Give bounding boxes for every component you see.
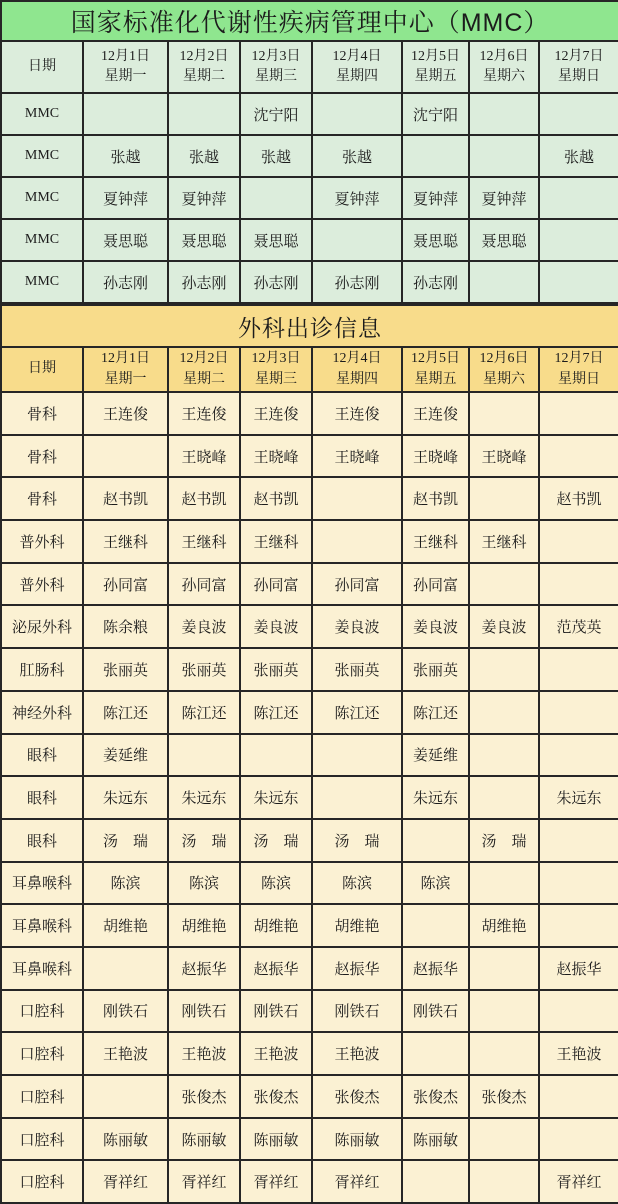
doctor-cell: 陈丽敏 — [402, 1118, 469, 1161]
weekday-text: 星期五 — [414, 371, 457, 387]
department-cell: 骨科 — [1, 435, 83, 478]
doctor-cell: 姜良波 — [469, 605, 539, 648]
department-cell: 耳鼻喉科 — [1, 947, 83, 990]
doctor-cell — [312, 776, 402, 819]
doctor-cell — [539, 648, 618, 691]
schedule-row — [1, 1075, 618, 1118]
mmc-title-row — [1, 1, 618, 41]
weekday-text: 星期四 — [336, 69, 378, 84]
doctor-cell: 王继科 — [168, 520, 240, 563]
doctor-cell — [168, 734, 240, 777]
date-text: 12月2日 — [179, 351, 229, 367]
schedule-row — [1, 904, 618, 947]
doctor-cell: 张俊杰 — [240, 1075, 312, 1118]
date-text: 12月4日 — [332, 48, 382, 64]
doctor-cell: 孙同富 — [240, 563, 312, 606]
doctor-cell — [83, 947, 168, 990]
schedule-row — [1, 261, 618, 303]
doctor-cell: 王艳波 — [240, 1032, 312, 1075]
doctor-cell — [469, 135, 539, 177]
schedule-row — [1, 605, 618, 648]
doctor-cell: 陈滨 — [83, 862, 168, 905]
date-header-cell — [469, 41, 539, 93]
doctor-cell: 姜良波 — [168, 605, 240, 648]
doctor-cell: 陈丽敏 — [83, 1118, 168, 1161]
doctor-cell: 赵书凯 — [539, 477, 618, 520]
doctor-cell: 夏钟萍 — [312, 177, 402, 219]
surgery-date-header-row — [1, 347, 618, 392]
doctor-cell: 胡维艳 — [168, 904, 240, 947]
date-text: 12月3日 — [251, 351, 301, 367]
doctor-cell: 范茂英 — [539, 605, 618, 648]
doctor-cell — [539, 219, 618, 261]
doctor-cell: 王晓峰 — [168, 435, 240, 478]
department-cell: 眼科 — [1, 734, 83, 777]
schedule-row — [1, 648, 618, 691]
weekday-text: 星期三 — [255, 371, 297, 387]
doctor-cell — [539, 904, 618, 947]
doctor-cell: 姜良波 — [402, 605, 469, 648]
doctor-cell: 姜延维 — [83, 734, 168, 777]
schedule-row — [1, 819, 618, 862]
doctor-cell: 陈滨 — [240, 862, 312, 905]
doctor-cell: 聂思聪 — [83, 219, 168, 261]
doctor-cell — [240, 734, 312, 777]
doctor-cell: 张俊杰 — [168, 1075, 240, 1118]
date-text: 12月7日 — [554, 351, 604, 367]
schedule-row — [1, 477, 618, 520]
doctor-cell — [469, 261, 539, 303]
date-header-cell — [240, 347, 312, 392]
date-text: 12月5日 — [411, 48, 460, 64]
weekday-text: 星期三 — [255, 69, 297, 84]
date-header-label: 日期 — [1, 347, 83, 392]
schedule-row — [1, 435, 618, 478]
schedule-row — [1, 691, 618, 734]
doctor-cell — [539, 691, 618, 734]
surgery-schedule-body — [1, 392, 618, 1203]
doctor-cell: 赵振华 — [168, 947, 240, 990]
doctor-cell: 沈宁阳 — [240, 93, 312, 135]
date-header-cell — [312, 347, 402, 392]
doctor-cell — [539, 990, 618, 1033]
department-cell: 肛肠科 — [1, 648, 83, 691]
doctor-cell — [539, 435, 618, 478]
doctor-cell: 胡维艳 — [83, 904, 168, 947]
schedule-row — [1, 734, 618, 777]
date-header-cell — [312, 41, 402, 93]
doctor-cell: 张俊杰 — [312, 1075, 402, 1118]
doctor-cell: 张越 — [168, 135, 240, 177]
schedule-row — [1, 135, 618, 177]
doctor-cell: 刚铁石 — [240, 990, 312, 1033]
doctor-cell: 王艳波 — [539, 1032, 618, 1075]
mmc-date-header-row — [1, 41, 618, 93]
doctor-cell: 张丽英 — [312, 648, 402, 691]
schedule-row — [1, 990, 618, 1033]
department-cell: MMC — [1, 261, 83, 303]
mmc-schedule-table — [0, 0, 618, 304]
date-text: 12月1日 — [101, 351, 150, 367]
date-header-cell — [168, 347, 240, 392]
doctor-cell: 胥祥红 — [168, 1160, 240, 1203]
date-header-cell — [240, 41, 312, 93]
doctor-cell: 汤 瑞 — [83, 819, 168, 862]
doctor-cell — [402, 819, 469, 862]
doctor-cell: 聂思聪 — [240, 219, 312, 261]
date-header-cell — [539, 41, 618, 93]
doctor-cell — [469, 734, 539, 777]
doctor-cell — [469, 93, 539, 135]
doctor-cell: 赵书凯 — [168, 477, 240, 520]
doctor-cell: 陈江还 — [312, 691, 402, 734]
doctor-cell: 王晓峰 — [240, 435, 312, 478]
department-cell: 口腔科 — [1, 1160, 83, 1203]
doctor-cell: 汤 瑞 — [240, 819, 312, 862]
doctor-cell — [83, 435, 168, 478]
doctor-cell — [402, 904, 469, 947]
doctor-cell: 王晓峰 — [402, 435, 469, 478]
doctor-cell: 姜良波 — [312, 605, 402, 648]
weekday-text: 星期二 — [183, 69, 225, 84]
doctor-cell: 王艳波 — [83, 1032, 168, 1075]
department-cell: 口腔科 — [1, 1075, 83, 1118]
date-header-label: 日期 — [1, 41, 83, 93]
doctor-cell: 朱远东 — [83, 776, 168, 819]
schedule-row — [1, 1032, 618, 1075]
schedule-row — [1, 219, 618, 261]
schedule-row — [1, 1118, 618, 1161]
doctor-cell — [539, 177, 618, 219]
doctor-cell: 孙同富 — [312, 563, 402, 606]
weekday-text: 星期一 — [104, 69, 147, 84]
weekday-text: 星期四 — [336, 371, 378, 387]
department-cell: 普外科 — [1, 520, 83, 563]
surgery-schedule-table — [0, 304, 618, 1204]
date-header-cell — [539, 347, 618, 392]
doctor-cell: 王连俊 — [168, 392, 240, 435]
doctor-cell: 王连俊 — [312, 392, 402, 435]
doctor-cell: 汤 瑞 — [469, 819, 539, 862]
doctor-cell: 王艳波 — [312, 1032, 402, 1075]
doctor-cell: 胡维艳 — [240, 904, 312, 947]
date-text: 12月1日 — [101, 48, 150, 64]
doctor-cell: 赵振华 — [402, 947, 469, 990]
department-cell: 口腔科 — [1, 1118, 83, 1161]
department-cell: 耳鼻喉科 — [1, 862, 83, 905]
doctor-cell — [469, 563, 539, 606]
doctor-cell: 孙同富 — [402, 563, 469, 606]
date-header-cell — [402, 41, 469, 93]
date-header-cell — [402, 347, 469, 392]
weekday-text: 星期一 — [104, 371, 147, 387]
department-cell: 普外科 — [1, 563, 83, 606]
doctor-cell — [469, 1118, 539, 1161]
doctor-cell: 姜延维 — [402, 734, 469, 777]
doctor-cell: 张越 — [539, 135, 618, 177]
schedule-row — [1, 93, 618, 135]
doctor-cell: 胥祥红 — [240, 1160, 312, 1203]
doctor-cell — [312, 734, 402, 777]
doctor-cell: 夏钟萍 — [469, 177, 539, 219]
date-text: 12月2日 — [179, 48, 229, 64]
doctor-cell: 孙同富 — [83, 563, 168, 606]
doctor-cell: 刚铁石 — [83, 990, 168, 1033]
doctor-cell: 汤 瑞 — [312, 819, 402, 862]
doctor-cell: 张丽英 — [402, 648, 469, 691]
surgery-title-row — [1, 305, 618, 347]
schedule-row — [1, 177, 618, 219]
doctor-cell: 夏钟萍 — [168, 177, 240, 219]
doctor-cell: 赵振华 — [240, 947, 312, 990]
doctor-cell: 朱远东 — [168, 776, 240, 819]
doctor-cell: 王继科 — [469, 520, 539, 563]
date-text: 12月7日 — [554, 48, 604, 64]
doctor-cell — [168, 93, 240, 135]
doctor-cell: 孙同富 — [168, 563, 240, 606]
doctor-cell — [83, 1075, 168, 1118]
doctor-cell: 张越 — [312, 135, 402, 177]
doctor-cell — [469, 691, 539, 734]
doctor-cell — [312, 219, 402, 261]
doctor-cell: 陈余粮 — [83, 605, 168, 648]
department-cell: 眼科 — [1, 819, 83, 862]
doctor-cell: 陈江还 — [83, 691, 168, 734]
doctor-cell — [469, 862, 539, 905]
mmc-schedule-body — [1, 93, 618, 303]
schedule-row — [1, 392, 618, 435]
doctor-cell — [539, 93, 618, 135]
doctor-cell — [539, 862, 618, 905]
doctor-cell — [312, 93, 402, 135]
doctor-cell — [312, 477, 402, 520]
date-text: 12月3日 — [251, 48, 301, 64]
surgery-section-title: 外科出诊信息 — [1, 305, 618, 347]
doctor-cell: 赵书凯 — [402, 477, 469, 520]
weekday-text: 星期五 — [414, 69, 457, 84]
doctor-cell: 赵书凯 — [83, 477, 168, 520]
doctor-cell: 姜良波 — [240, 605, 312, 648]
doctor-cell: 陈滨 — [402, 862, 469, 905]
doctor-cell — [469, 392, 539, 435]
doctor-cell: 陈滨 — [168, 862, 240, 905]
department-cell: MMC — [1, 135, 83, 177]
doctor-cell: 张丽英 — [240, 648, 312, 691]
doctor-cell: 王晓峰 — [312, 435, 402, 478]
doctor-cell: 孙志刚 — [240, 261, 312, 303]
doctor-cell — [469, 1160, 539, 1203]
doctor-cell — [312, 520, 402, 563]
doctor-cell: 陈丽敏 — [168, 1118, 240, 1161]
doctor-cell — [83, 93, 168, 135]
department-cell: MMC — [1, 93, 83, 135]
doctor-cell: 张越 — [240, 135, 312, 177]
department-cell: 口腔科 — [1, 1032, 83, 1075]
doctor-cell: 刚铁石 — [168, 990, 240, 1033]
date-text: 12月5日 — [411, 351, 460, 367]
doctor-cell — [539, 392, 618, 435]
weekday-text: 星期日 — [558, 69, 601, 84]
doctor-cell — [469, 1032, 539, 1075]
department-cell: 骨科 — [1, 477, 83, 520]
doctor-cell: 胥祥红 — [83, 1160, 168, 1203]
schedule-row — [1, 563, 618, 606]
weekday-text: 星期二 — [183, 371, 225, 387]
doctor-cell: 朱远东 — [402, 776, 469, 819]
doctor-cell: 王连俊 — [240, 392, 312, 435]
date-text: 12月6日 — [479, 48, 529, 64]
doctor-cell: 孙志刚 — [168, 261, 240, 303]
department-cell: MMC — [1, 177, 83, 219]
doctor-cell — [402, 1032, 469, 1075]
department-cell: 眼科 — [1, 776, 83, 819]
schedule-row — [1, 947, 618, 990]
date-header-cell — [469, 347, 539, 392]
weekday-text: 星期六 — [483, 371, 525, 387]
department-cell: 耳鼻喉科 — [1, 904, 83, 947]
doctor-cell — [402, 135, 469, 177]
doctor-cell: 张俊杰 — [402, 1075, 469, 1118]
schedule-row — [1, 776, 618, 819]
doctor-cell: 王晓峰 — [469, 435, 539, 478]
date-header-cell — [83, 41, 168, 93]
doctor-cell: 朱远东 — [240, 776, 312, 819]
doctor-cell: 张越 — [83, 135, 168, 177]
doctor-cell: 王连俊 — [402, 392, 469, 435]
doctor-cell: 汤 瑞 — [168, 819, 240, 862]
doctor-cell: 张俊杰 — [469, 1075, 539, 1118]
doctor-cell: 孙志刚 — [312, 261, 402, 303]
doctor-cell: 王继科 — [240, 520, 312, 563]
department-cell: 骨科 — [1, 392, 83, 435]
schedule-row — [1, 520, 618, 563]
doctor-cell: 赵振华 — [539, 947, 618, 990]
doctor-cell: 张丽英 — [83, 648, 168, 691]
doctor-cell: 王连俊 — [83, 392, 168, 435]
doctor-cell: 夏钟萍 — [402, 177, 469, 219]
doctor-cell: 陈江还 — [168, 691, 240, 734]
doctor-cell: 陈滨 — [312, 862, 402, 905]
doctor-cell: 沈宁阳 — [402, 93, 469, 135]
doctor-cell — [469, 990, 539, 1033]
doctor-cell: 王继科 — [402, 520, 469, 563]
doctor-cell: 胥祥红 — [312, 1160, 402, 1203]
doctor-cell: 聂思聪 — [402, 219, 469, 261]
doctor-cell: 聂思聪 — [168, 219, 240, 261]
doctor-cell — [539, 1075, 618, 1118]
date-header-cell — [83, 347, 168, 392]
doctor-cell: 夏钟萍 — [83, 177, 168, 219]
doctor-cell: 聂思聪 — [469, 219, 539, 261]
date-text: 12月4日 — [332, 351, 382, 367]
doctor-cell — [539, 563, 618, 606]
doctor-cell: 陈丽敏 — [240, 1118, 312, 1161]
doctor-cell — [469, 947, 539, 990]
date-text: 12月6日 — [479, 351, 529, 367]
doctor-cell — [402, 1160, 469, 1203]
doctor-cell: 刚铁石 — [312, 990, 402, 1033]
doctor-cell: 刚铁石 — [402, 990, 469, 1033]
doctor-cell — [240, 177, 312, 219]
doctor-cell — [539, 261, 618, 303]
doctor-cell: 陈丽敏 — [312, 1118, 402, 1161]
doctor-cell: 孙志刚 — [402, 261, 469, 303]
weekday-text: 星期日 — [558, 371, 600, 387]
doctor-cell: 王继科 — [83, 520, 168, 563]
schedule-row — [1, 862, 618, 905]
doctor-cell: 胡维艳 — [469, 904, 539, 947]
doctor-cell: 张丽英 — [168, 648, 240, 691]
doctor-cell — [469, 477, 539, 520]
doctor-cell: 胥祥红 — [539, 1160, 618, 1203]
doctor-cell: 陈江还 — [240, 691, 312, 734]
doctor-cell: 陈江还 — [402, 691, 469, 734]
doctor-cell — [539, 819, 618, 862]
department-cell: 泌尿外科 — [1, 605, 83, 648]
doctor-cell: 王艳波 — [168, 1032, 240, 1075]
doctor-cell — [539, 734, 618, 777]
doctor-cell — [469, 776, 539, 819]
date-header-cell — [168, 41, 240, 93]
doctor-cell — [539, 520, 618, 563]
doctor-cell: 赵书凯 — [240, 477, 312, 520]
doctor-cell: 朱远东 — [539, 776, 618, 819]
department-cell: 口腔科 — [1, 990, 83, 1033]
doctor-cell: 胡维艳 — [312, 904, 402, 947]
doctor-cell: 赵振华 — [312, 947, 402, 990]
mmc-section-title: 国家标准化代谢性疾病管理中心（MMC） — [1, 1, 618, 41]
doctor-cell — [539, 1118, 618, 1161]
doctor-cell — [469, 648, 539, 691]
weekday-text: 星期六 — [483, 69, 525, 84]
schedule-row — [1, 1160, 618, 1203]
doctor-cell: 孙志刚 — [83, 261, 168, 303]
department-cell: 神经外科 — [1, 691, 83, 734]
department-cell: MMC — [1, 219, 83, 261]
